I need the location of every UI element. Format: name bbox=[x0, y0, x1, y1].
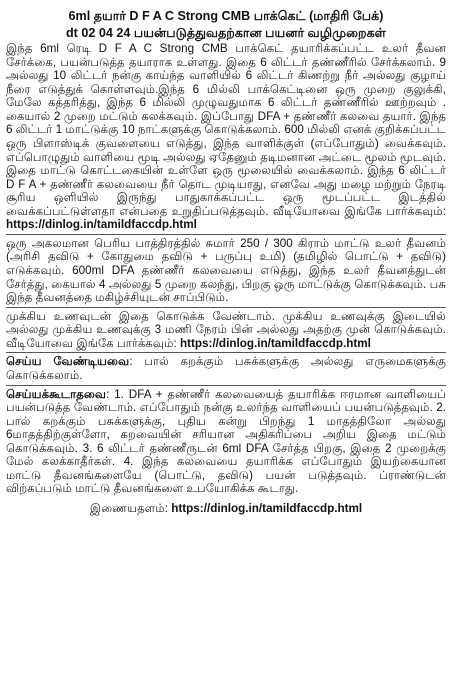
divider bbox=[6, 234, 446, 235]
instructions-text: இந்த 6ml ரெடி D F A C Strong CMB பாக்கெட் தயாரிக்கப்பட்ட உலர் தீவன சேர்க்கை, பயன்படுத்த தயாராக உள்ளது. இதை 6 லிட்டர் தண்ணீரில் சேர்க்கலாம். 9 அல்லது 10 லிட்டர் நன்கு காய்ந்த வாளியில் 6 லிட்டர் கிணற்று நீர் அல்லது குழாய் நீரை எடுத்துக் கொள்ளவும்.இந்த 6 மில்லி பாக்கெட்டினை ஒரு முறை குலுக்கி, மேலே கத்தரித்து, இந்த 6 மில்லி முழுவதுமாக 6 லிட்டர் தண்ணீரில் ஊற்றவும் . கையால் 2 முறை மட்டும் கலக்கவும். இப்போது DFA + தண்ணீர் கலவை தயார். இந்த 6 லிட்டர் 1 மாட்டுக்கு 10 நாட்களுக்கு கொடுக்கலாம். 600 மில்லி எனக் குறிக்கப்பட்ட ஒரு பிளாஸ்டிக் குவளையை எடுத்து, இந்த வாளிக்குள் (எப்போதும்) வைக்கவும். எப்பொழுதும் வாளியை மூடி அல்லது ஏதேனும் தடிமனான அட்டை மூலம் மூடவும். இதை மாட்டு கொட்டகையின் உள்ளே ஒரு மூலையில் வைக்கலாம். இந்த 6 லிட்டர் D F A + தண்ணீர் கலவையை நீர் தொட முடியாது, எனவே அது மழை மற்றும் நேரடி சூரிய ஒளியில் இருந்து பாதுகாக்கப்பட்ட ஒரு மூடப்பட்ட இடத்தில் வைக்கப்பட்டுள்ளதா என்பதை உறுதிப்படுத்தவும். bbox=[6, 42, 446, 218]
website-prefix: இணையதளம்: bbox=[89, 502, 172, 515]
title-line-2: dt 02 04 24 பயன்படுத்துவதற்கான பயனர் வழிமுறைகள் bbox=[65, 26, 386, 40]
video-link[interactable]: https://dinlog.in/tamildfaccdp.html bbox=[179, 336, 371, 350]
timing-text: முக்கிய உணவுடன் இதை கொடுக்க வேண்டாம். முக்கிய உணவுக்கு இடையில் அல்லது முக்கிய உணவுக்கு 3 மணி நேரம் பின் அல்லது அதற்கு முன் கொடுக்கவும். வீடியோவை இங்கே பார்க்கவும்: bbox=[6, 309, 446, 350]
dos-paragraph bbox=[6, 355, 446, 382]
video-prefix: வீடியோவை இங்கே பார்க்கவும்: bbox=[273, 204, 447, 218]
instructions-paragraph bbox=[6, 42, 446, 232]
dos-label: செய்ய வேண்டியவை bbox=[6, 355, 130, 369]
divider bbox=[6, 307, 446, 308]
website-footer bbox=[6, 502, 446, 516]
divider bbox=[6, 385, 446, 386]
feeding-paragraph: ஒரு அகலமான பெரிய பாத்திரத்தில் சுமார் 250 / 300 கிராம் மாட்டு உலர் தீவனம் (அரிசி தவிடு + கோதுமை தவிடு + பருப்பு உமி) (தமிழில் பொட்டு + தவிடு) எடுக்கவும். 600ml DFA தண்ணீர் கலவையை எடுத்து, இந்த உலர் தீவனத்துடன் சேர்த்து, கையால் 4 அல்லது 5 முறை கலந்து, பிறகு ஒரு மாட்டுக்கு கொடுக்கவும். பசு இந்த தீவனத்தை மகிழ்ச்சியுடன் சாப்பிடும். bbox=[6, 236, 446, 305]
donts-label: செய்யக்கூடாதவை bbox=[6, 387, 107, 401]
divider bbox=[6, 352, 446, 353]
donts-text: : 1. DFA + தண்ணீர் கலவையைத் தயாரிக்க ஈரமான வாளியைப் பயன்படுத்த வேண்டாம். எப்போதும் நன்கு உலர்ந்த வாளியைப் பயன்படுத்தவும். 2. பால் கறக்கும் பசுக்களுக்கு, புதிய கன்று பிறந்து 1 மாதத்திலோ அல்லது 6மாதத்திற்குள்ளோ, கறவையின் சரியான அதிகரிப்பை அறிய இதை மட்டும் கொடுக்கவும். 3. 6 லிட்டர் தண்ணீருடன் 6ml DFA சேர்த்த பிறகு, இதை 2 முறைக்கு மேல் கலக்காதீர்கள். 4. இந்த கலவையை தயாரிக்க எப்போதும் இயற்கையான மாட்டு தீவனங்களையே (பொட்டு, தவிடு) பயன் படுத்தவும். ப்ராண்டுடன் விற்கப்படும் மாட்டு தீவனங்களை உபயோகிக்க கூடாது. bbox=[6, 387, 446, 496]
video-link[interactable]: https://dinlog.in/tamildfaccdp.html bbox=[6, 218, 197, 232]
dos-text: : பால் கறக்கும் பசுக்களுக்கு அல்லது எருமைகளுக்கு கொடுக்கலாம். bbox=[6, 355, 446, 382]
timing-paragraph bbox=[6, 310, 446, 351]
donts-paragraph bbox=[6, 388, 446, 497]
title-line-1: 6ml தயார் D F A C Strong CMB பாக்கெட் (மாதிரி பேக்) bbox=[68, 9, 384, 23]
website-link[interactable]: https://dinlog.in/tamildfaccdp.html bbox=[171, 502, 363, 515]
